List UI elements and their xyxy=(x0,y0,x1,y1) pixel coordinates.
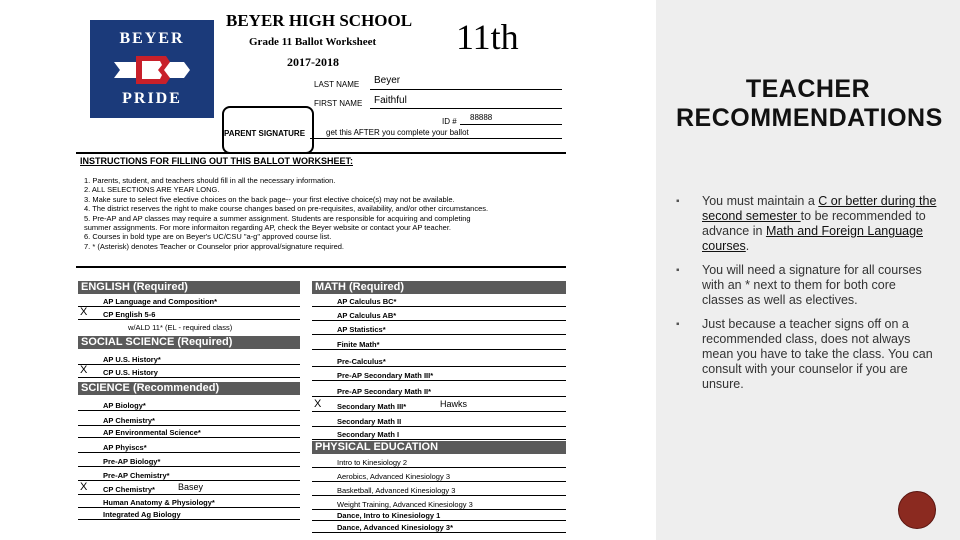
logo-b-emblem xyxy=(114,54,190,86)
after-ballot-note: get this AFTER you complete your ballot xyxy=(326,128,469,137)
id-value: 88888 xyxy=(470,113,493,122)
first-name-line xyxy=(370,108,562,109)
course-row[interactable]: AP Calculus BC* xyxy=(312,295,566,307)
logo-text-top: BEYER xyxy=(119,30,185,47)
course-row[interactable]: Pre-AP Secondary Math III* xyxy=(312,369,566,381)
bullet-icon: ▪ xyxy=(676,265,680,276)
course-row[interactable]: AP Phyiscs* xyxy=(78,441,300,453)
instructions-box xyxy=(76,152,566,268)
instruction-line: summer assignments. For more informaiton regarding AP, check the Beyer website or contact your AP teacher. xyxy=(84,223,451,233)
course-row[interactable]: Weight Training, Advanced Kinesiology 3 xyxy=(312,498,566,510)
left-course-column xyxy=(78,281,300,521)
social-science-heading: SOCIAL SCIENCE (Required) xyxy=(78,336,300,349)
recommendations-panel xyxy=(656,0,960,540)
course-row[interactable]: Pre-Calculus* xyxy=(312,355,566,367)
pe-heading: PHYSICAL EDUCATION xyxy=(312,441,566,454)
last-name-value: Beyer xyxy=(374,75,401,86)
first-name-label: FIRST NAME xyxy=(314,99,363,108)
course-row[interactable]: X CP English 5-6 xyxy=(78,308,300,320)
course-row[interactable]: Aerobics, Advanced Kinesiology 3 xyxy=(312,470,566,482)
id-label: ID # xyxy=(442,117,457,126)
id-line xyxy=(460,124,562,125)
instruction-line: 2. ALL SELECTIONS ARE YEAR LONG. xyxy=(84,185,220,195)
bullet-icon: ▪ xyxy=(676,196,680,207)
course-row[interactable]: AP Biology* xyxy=(78,399,300,411)
english-heading: ENGLISH (Required) xyxy=(78,281,300,294)
instruction-line: 3. Make sure to select five elective choices on the back page-- your first elective choice(s) may not be available. xyxy=(84,194,455,204)
course-row[interactable]: Integrated Ag Biology xyxy=(78,508,300,520)
last-name-line xyxy=(370,89,562,90)
instruction-line: 1. Parents, student, and teachers should fill in all the necessary information. xyxy=(84,176,336,185)
handwritten-teacher: Hawks xyxy=(440,399,468,409)
course-row[interactable]: AP Language and Composition* xyxy=(78,295,300,307)
right-course-column xyxy=(312,281,566,535)
last-name-label: LAST NAME xyxy=(314,80,360,89)
bullet-list xyxy=(676,194,938,401)
course-row[interactable]: Human Anatomy & Physiology* xyxy=(78,496,300,508)
emphasis-grade: C or better during the second semester xyxy=(702,194,937,223)
course-row[interactable]: AP Statistics* xyxy=(312,323,566,335)
school-name: BEYER HIGH SCHOOL xyxy=(226,11,413,30)
course-row[interactable]: Intro to Kinesiology 2 xyxy=(312,456,566,468)
instruction-line: 5. Pre-AP and AP classes may require a summer assignment. Students are responsible for acquiring and completing xyxy=(84,213,471,223)
science-heading: SCIENCE (Recommended) xyxy=(78,382,300,395)
instructions-list xyxy=(84,176,564,251)
panel-title: TEACHER RECOMMENDATIONS xyxy=(676,75,943,132)
bullet-item: ▪ Just because a teacher signs off on a recommended class, does not always mean you have to take the class. You can consult with your counselor if you are unsure. xyxy=(676,317,933,391)
instruction-line: 4. The district reserves the right to make course changes based on pre-requisites, availability, and/or other circumstances. xyxy=(84,204,489,214)
instructions-heading: INSTRUCTIONS FOR FILLING OUT THIS BALLOT WORKSHEET: xyxy=(80,156,353,166)
school-logo xyxy=(90,20,214,118)
course-row[interactable]: AP Chemistry* xyxy=(78,414,300,426)
bullet-item: ▪ You must maintain a C or better during the second semester to be recommended to advance in Math and Foreign Language courses. xyxy=(676,194,937,253)
course-row[interactable]: AP Environmental Science* xyxy=(78,426,300,438)
course-row[interactable]: Finite Math* xyxy=(312,338,566,350)
instruction-line: 7. * (Asterisk) denotes Teacher or Counselor prior approval/signature required. xyxy=(84,241,344,251)
course-row[interactable]: Basketball, Advanced Kinesiology 3 xyxy=(312,484,566,496)
course-row[interactable]: Pre-AP Chemistry* xyxy=(78,469,300,481)
course-row[interactable]: AP U.S. History* xyxy=(78,353,300,365)
slide-number-badge-icon xyxy=(898,491,936,529)
course-row[interactable]: w/ALD 11* (EL - required class) xyxy=(128,323,233,332)
instruction-line: 6. Courses in bold type are on Beyer's UC/CSU "a-g" approved course list. xyxy=(84,232,332,242)
bullet-icon: ▪ xyxy=(676,319,680,330)
course-row[interactable]: Secondary Math I xyxy=(312,428,566,440)
math-heading: MATH (Required) xyxy=(312,281,566,294)
course-row[interactable]: Pre-AP Biology* xyxy=(78,455,300,467)
course-row[interactable]: Dance, Intro to Kinesiology 1 xyxy=(312,509,566,521)
first-name-value: Faithful xyxy=(374,95,407,106)
handwritten-teacher: Basey xyxy=(178,482,204,492)
bullet-item: ▪ You will need a signature for all courses with an * next to them for both core classes as well as electives. xyxy=(676,263,922,307)
logo-text-bottom: PRIDE xyxy=(122,90,182,107)
course-row[interactable]: Pre-AP Secondary Math II* xyxy=(312,385,566,397)
course-row[interactable]: X CP U.S. History xyxy=(78,366,300,378)
course-row[interactable]: AP Calculus AB* xyxy=(312,309,566,321)
course-row[interactable]: X CP Chemistry* Basey xyxy=(78,483,300,495)
parent-signature-label: PARENT SIGNATURE xyxy=(224,129,306,138)
course-row[interactable]: Secondary Math II xyxy=(312,415,566,427)
course-row[interactable]: X Secondary Math III* Hawks xyxy=(312,400,566,412)
worksheet-subtitle: Grade 11 Ballot Worksheet xyxy=(249,36,377,48)
course-row[interactable]: Dance, Advanced Kinesiology 3* xyxy=(312,521,566,533)
school-year: 2017-2018 xyxy=(287,55,339,69)
signature-line xyxy=(310,138,562,139)
emphasis-subjects: Math and Foreign Language courses xyxy=(702,224,923,253)
ballot-worksheet xyxy=(76,0,566,540)
grade-level: 11th xyxy=(456,17,519,57)
